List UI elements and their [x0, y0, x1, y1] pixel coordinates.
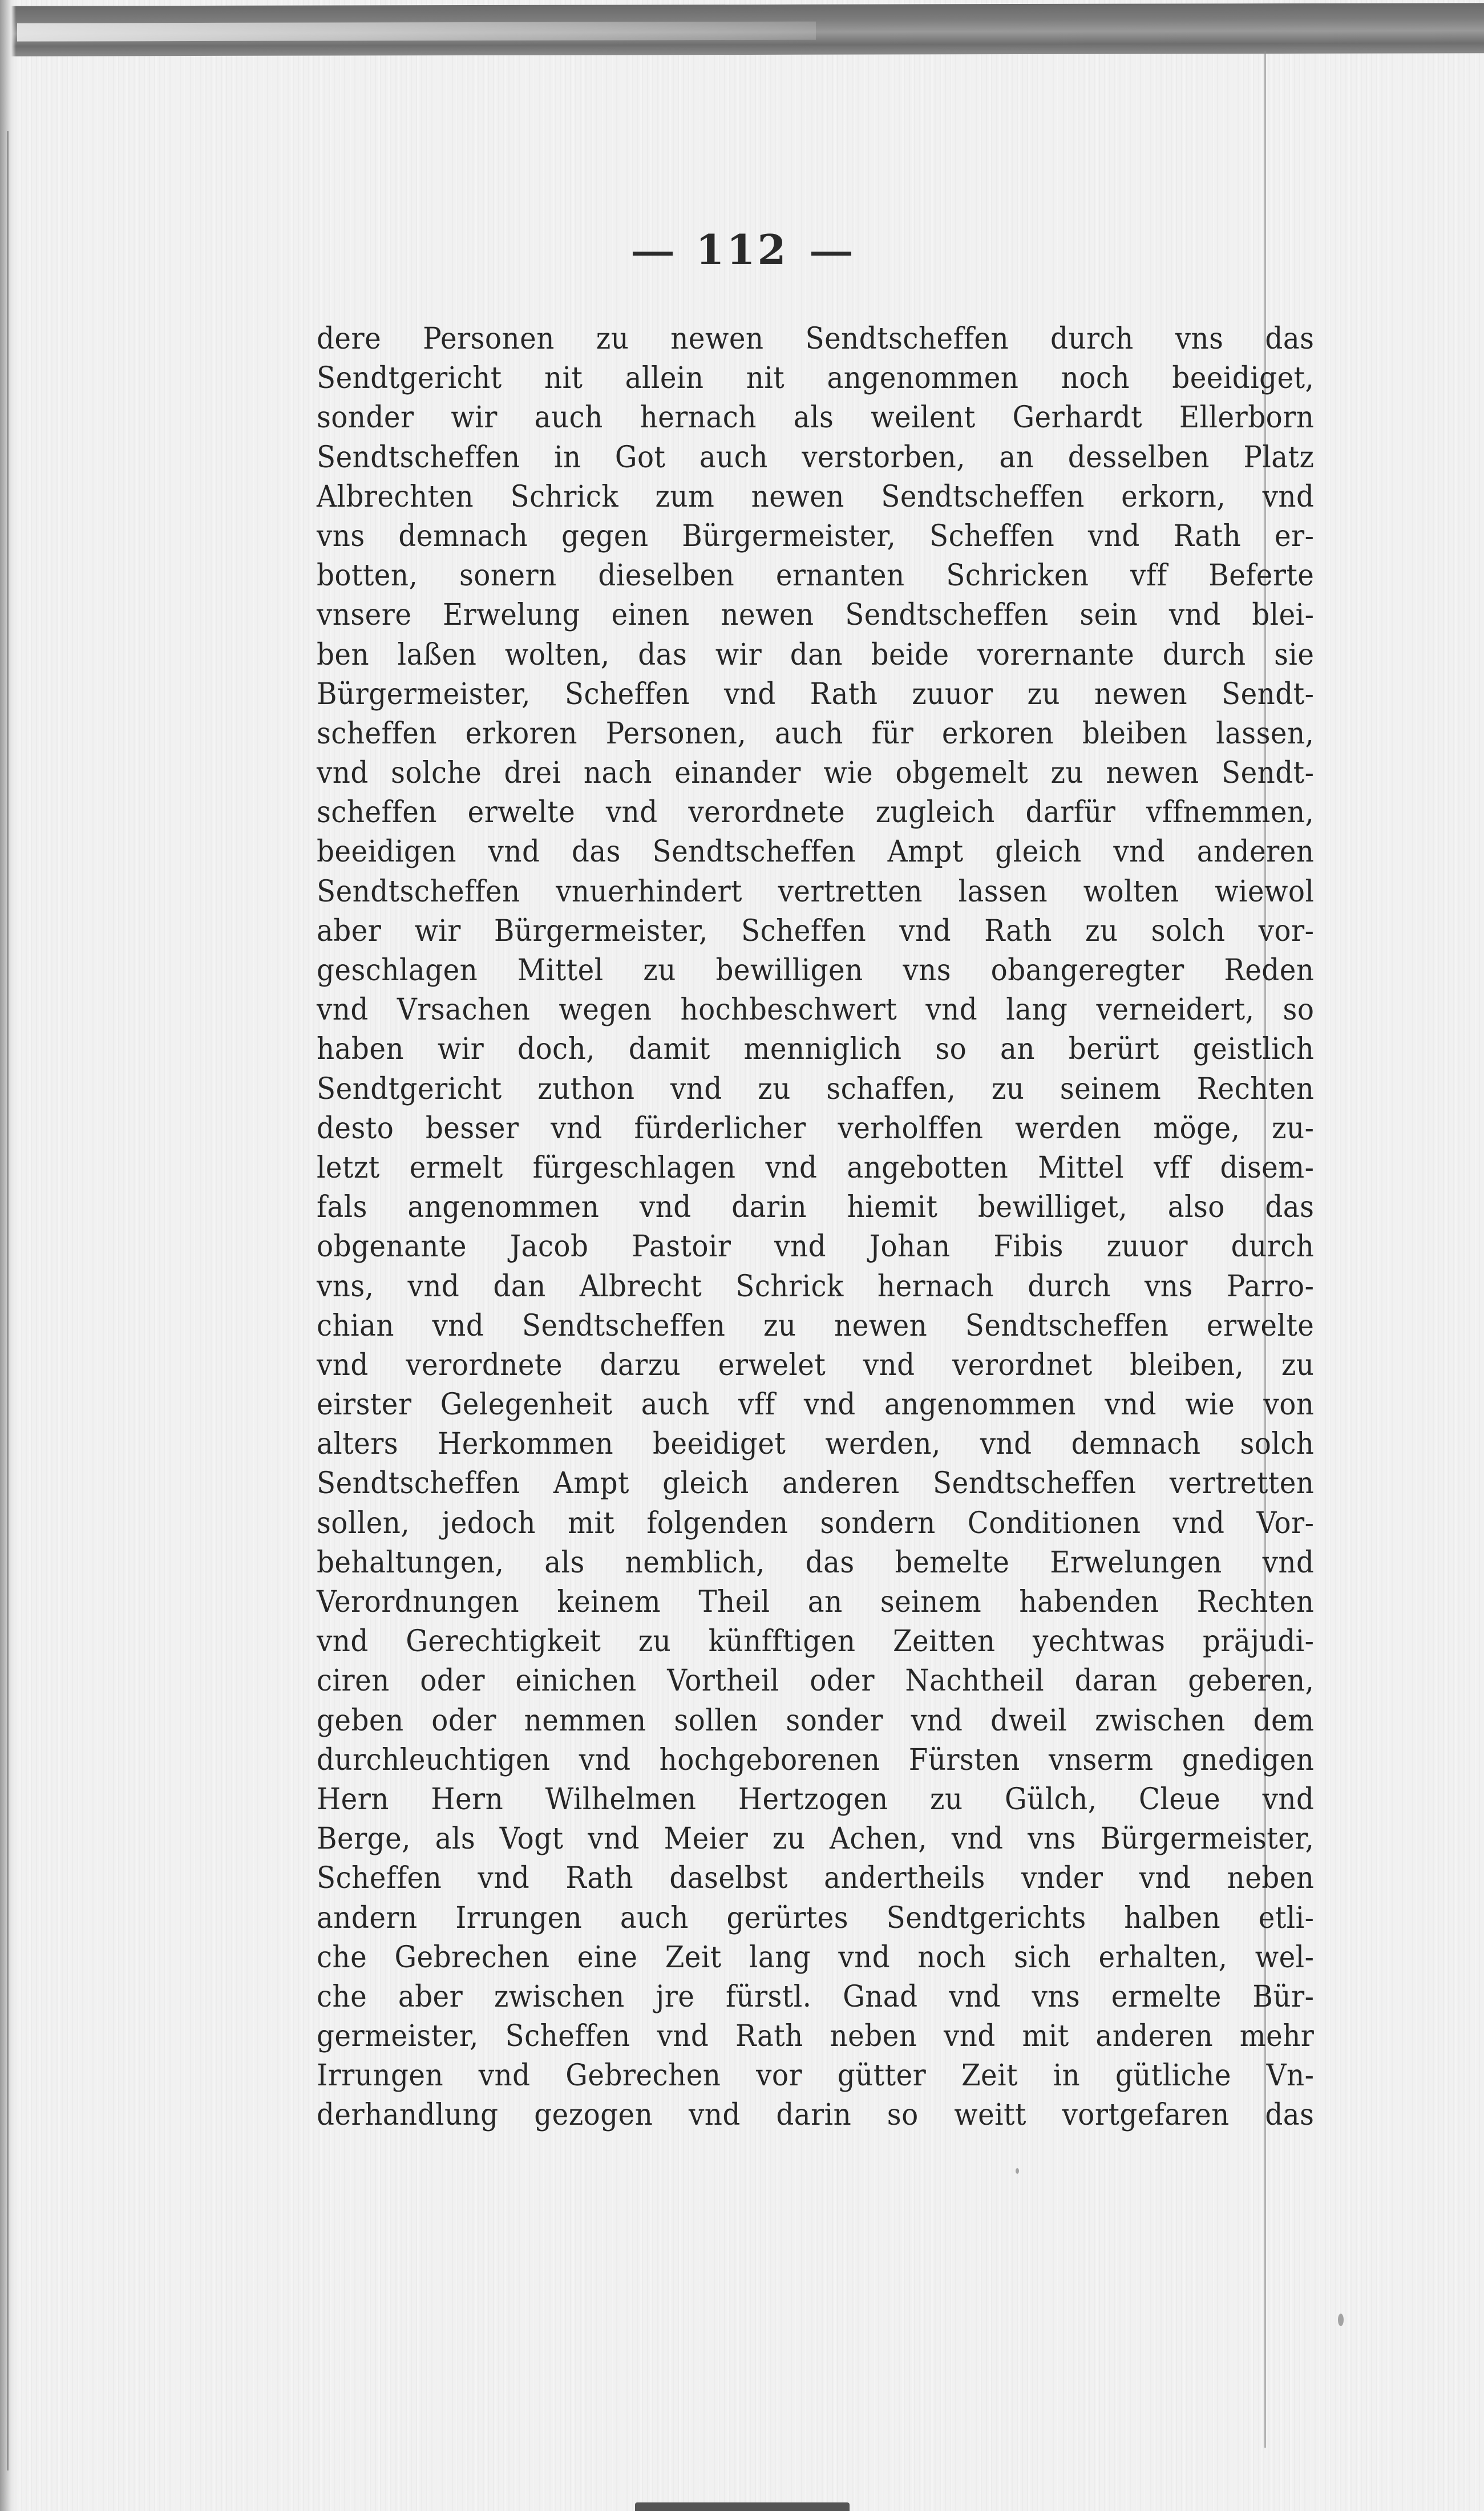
text-line: scheffen erkoren Personen, auch für erkoren bleiben lassen,	[317, 716, 1315, 751]
text-line: Irrungen vnd Gebrechen vor gütter Zeit in gütliche Vn-	[317, 2059, 1315, 2093]
text-line: letzt ermelt fürgeschlagen vnd angebotten Mittel vff disem-	[317, 1150, 1315, 1185]
text-line: vnsere Erwelung einen newen Sendtscheffen sein vnd blei-	[317, 598, 1315, 633]
text-line: aber wir Bürgermeister, Scheffen vnd Rath zu solch vor-	[317, 913, 1315, 948]
text-line: dere Personen zu newen Sendtscheffen durch vns das	[317, 322, 1315, 356]
dash-right	[811, 252, 851, 256]
ink-speck	[1016, 2168, 1019, 2174]
text-line: vns demnach gegen Bürgermeister, Scheffen vnd Rath er-	[317, 519, 1315, 553]
text-line: behaltungen, als nemblich, das bemelte Erwelungen vnd	[317, 1545, 1315, 1580]
text-line: fals angenommen vnd darin hiemit bewilliget, also das	[317, 1190, 1315, 1225]
text-line: andern Irrungen auch gerürtes Sendtgerichts halben etli-	[317, 1901, 1315, 1935]
text-line: Sendtscheffen in Got auch verstorben, an desselben Platz	[317, 440, 1315, 475]
text-line: desto besser vnd fürderlicher verholffen werden möge, zu-	[317, 1111, 1315, 1146]
text-line: vnd solche drei nach einander wie obgemelt zu newen Sendt-	[317, 756, 1315, 791]
text-line: Bürgermeister, Scheffen vnd Rath zuuor zu newen Sendt-	[317, 677, 1315, 711]
text-line: Berge, als Vogt vnd Meier zu Achen, vnd vns Bürgermeister,	[317, 1822, 1315, 1857]
text-line: ben laßen wolten, das wir dan beide vorernante durch sie	[317, 637, 1315, 672]
text-line: derhandlung gezogen vnd darin so weitt vortgefaren das	[317, 2098, 1315, 2133]
text-line: chian vnd Sendtscheffen zu newen Sendtscheffen erwelte	[317, 1308, 1315, 1343]
text-line: ciren oder einichen Vortheil oder Nachtheil daran geberen,	[317, 1664, 1315, 1699]
text-line: Hern Hern Wilhelmen Hertzogen zu Gülch, Cleue vnd	[317, 1782, 1315, 1817]
text-line: obgenante Jacob Pastoir vnd Johan Fibis zuuor durch	[317, 1230, 1315, 1264]
text-line: Scheffen vnd Rath daselbst andertheils vnder vnd neben	[317, 1861, 1315, 1896]
text-line: sollen, jedoch mit folgenden sondern Conditionen vnd Vor-	[317, 1506, 1315, 1540]
text-line: botten, sonern dieselben ernanten Schricken vff Beferte	[317, 559, 1315, 593]
text-line: scheffen erwelte vnd verordnete zugleich darfür vffnemmen,	[317, 795, 1315, 830]
page-edge-line	[7, 131, 9, 2470]
text-line: Sendtscheffen Ampt gleich anderen Sendtscheffen vertretten	[317, 1466, 1315, 1501]
text-line: che Gebrechen eine Zeit lang vnd noch sich erhalten, wel-	[317, 1940, 1315, 1975]
page-header	[0, 225, 1484, 274]
scan-top-highlight	[17, 22, 816, 42]
text-line: Sendtscheffen vnuerhindert vertretten lassen wolten wiewol	[317, 874, 1315, 909]
text-line: Sendtgericht nit allein nit angenommen noch beeidiget,	[317, 361, 1315, 396]
text-line: durchleuchtigen vnd hochgeborenen Fürsten vnserm gnedigen	[317, 1742, 1315, 1777]
text-line: geschlagen Mittel zu bewilligen vns obangeregter Reden	[317, 953, 1315, 988]
scan-bottom-strip	[635, 2502, 850, 2511]
text-line: Sendtgericht zuthon vnd zu schaffen, zu seinem Rechten	[317, 1071, 1315, 1106]
text-line: geben oder nemmen sollen sonder vnd dweil zwischen dem	[317, 1703, 1315, 1738]
ink-speck	[1338, 2314, 1344, 2326]
text-line: eirster Gelegenheit auch vff vnd angenommen vnd wie von	[317, 1388, 1315, 1422]
text-line: che aber zwischen jre fürstl. Gnad vnd vns ermelte Bür-	[317, 1979, 1315, 2014]
dash-left	[633, 252, 673, 256]
text-line: vnd Vrsachen wegen hochbeschwert vnd lang verneidert, so	[317, 993, 1315, 1028]
scan-top-border	[0, 3, 1484, 56]
text-line: beeidigen vnd das Sendtscheffen Ampt gleich vnd anderen	[317, 835, 1315, 870]
text-line: Verordnungen keinem Theil an seinem habenden Rechten	[317, 1585, 1315, 1619]
page-number: 112	[696, 225, 788, 274]
body-text	[317, 320, 1315, 2136]
text-line: Albrechten Schrick zum newen Sendtscheffen erkorn, vnd	[317, 479, 1315, 514]
text-line: vnd Gerechtigkeit zu künfftigen Zeitten yechtwas präjudi-	[317, 1624, 1315, 1659]
text-line: alters Herkommen beeidiget werden, vnd demnach solch	[317, 1427, 1315, 1462]
text-line: sonder wir auch hernach als weilent Gerhardt Ellerborn	[317, 401, 1315, 435]
text-line: haben wir doch, damit menniglich so an berürt geistlich	[317, 1032, 1315, 1067]
text-line: vnd verordnete darzu erwelet vnd verordnet bleiben, zu	[317, 1348, 1315, 1382]
text-line: vns, vnd dan Albrecht Schrick hernach durch vns Parro-	[317, 1269, 1315, 1304]
text-line: germeister, Scheffen vnd Rath neben vnd mit anderen mehr	[317, 2019, 1315, 2054]
